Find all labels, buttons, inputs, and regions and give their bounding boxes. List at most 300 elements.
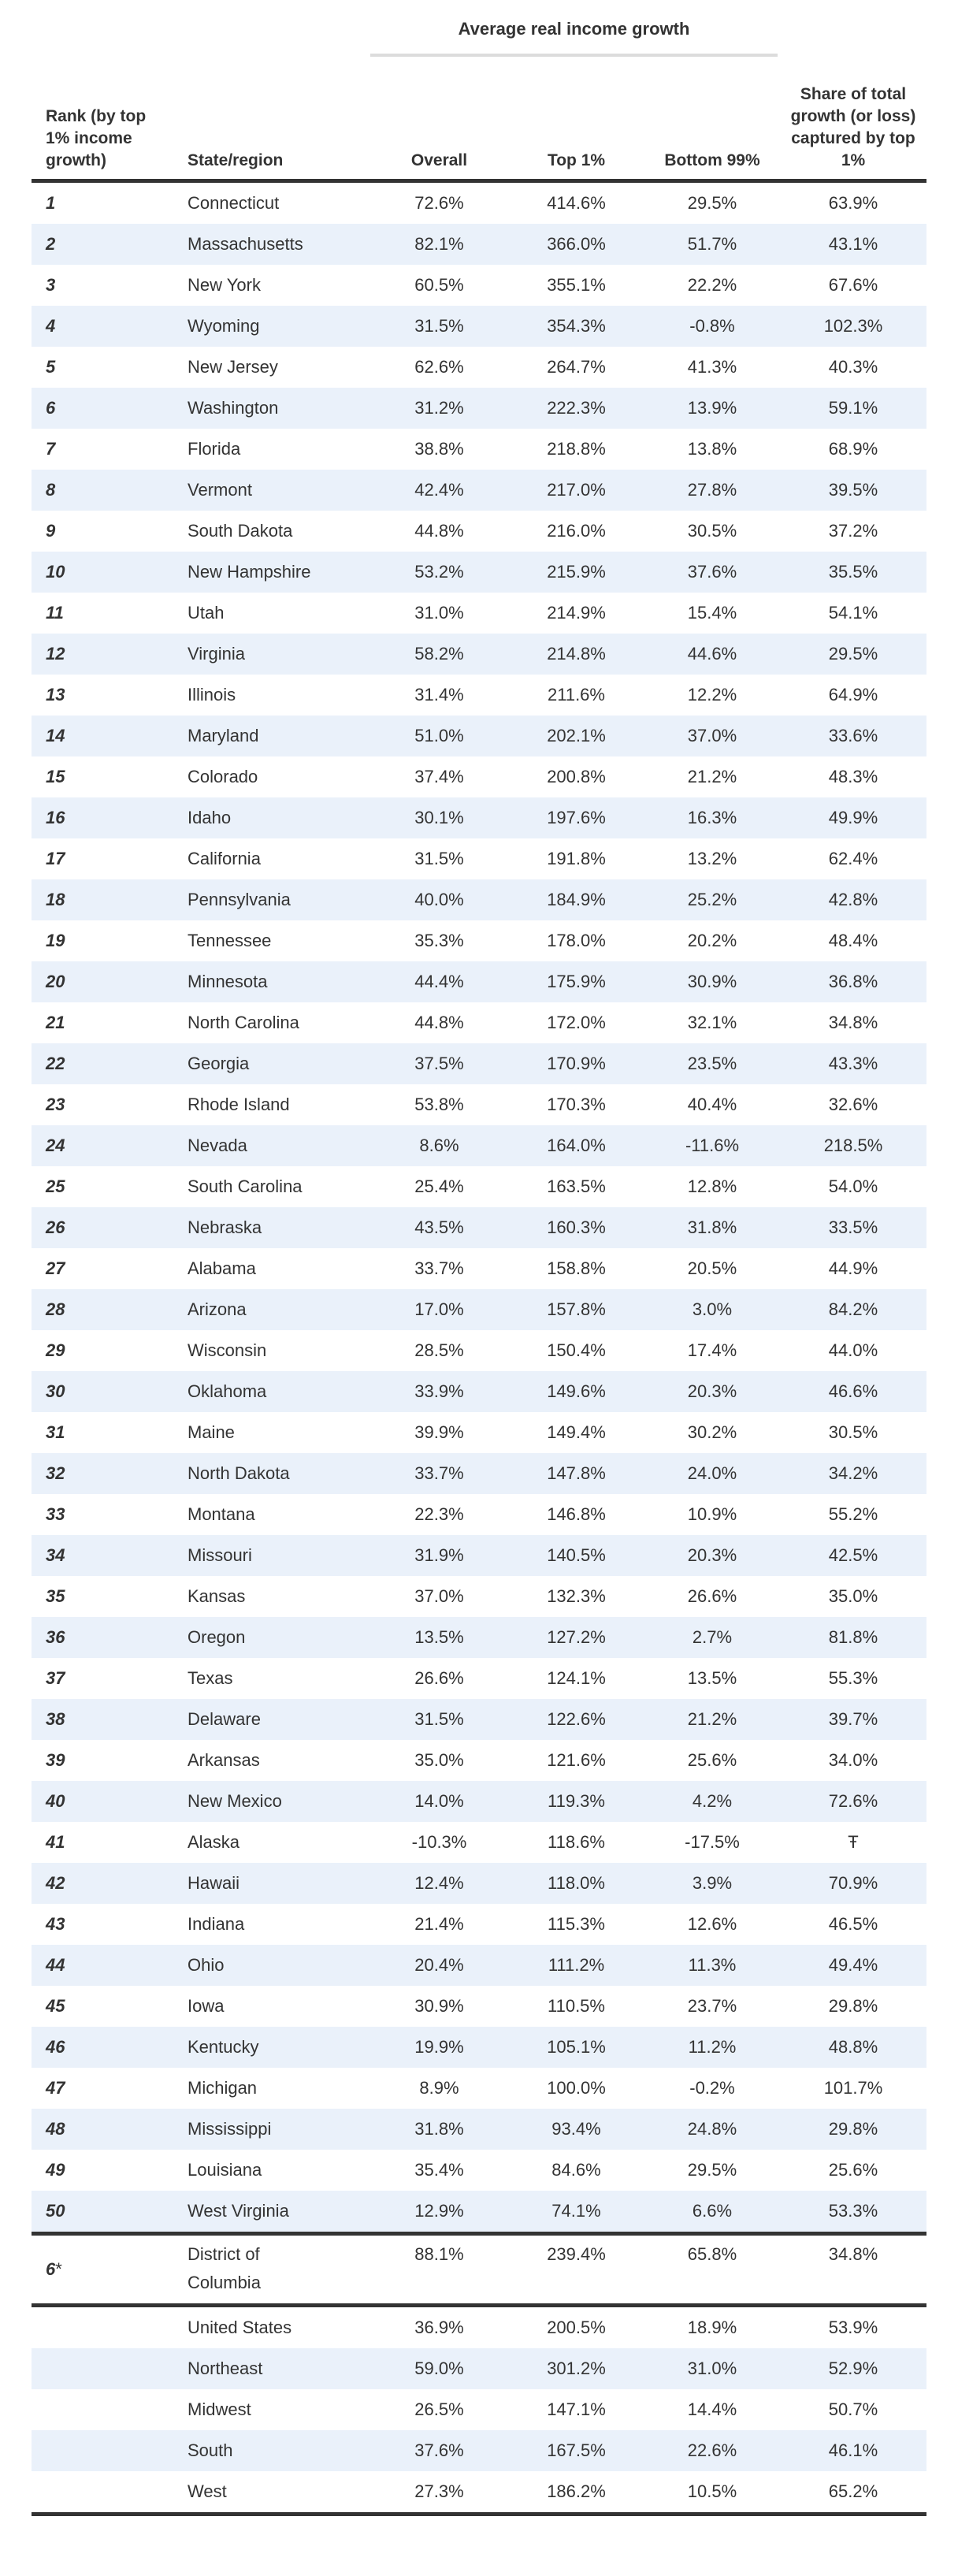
table-row [32, 1043, 926, 1084]
share-cell: Ŧ [848, 1832, 859, 1852]
top1-cell: 200.5% [547, 2318, 606, 2337]
overall-cell: 31.9% [414, 1545, 464, 1565]
top1-cell: 202.1% [547, 726, 606, 745]
state-cell: Maine [188, 1422, 235, 1442]
top1-cell: 197.6% [547, 808, 606, 827]
bottom99-cell: 32.1% [687, 1013, 737, 1032]
overall-cell: 33.9% [414, 1381, 464, 1401]
overall-cell: 62.6% [414, 357, 464, 377]
overall-cell: 58.2% [414, 644, 464, 664]
table-row [32, 2068, 926, 2109]
state-cell: South [188, 2440, 233, 2460]
table-row [32, 1699, 926, 1740]
share-cell: 35.0% [828, 1586, 878, 1606]
share-cell: 49.9% [828, 808, 878, 827]
dc-body [32, 2236, 926, 2303]
bottom99-cell: 30.2% [687, 1422, 737, 1442]
share-cell: 35.5% [828, 562, 878, 582]
share-cell: 52.9% [828, 2359, 878, 2378]
bottom99-cell: 27.8% [687, 480, 737, 500]
table-row [32, 1371, 926, 1412]
share-cell: 30.5% [828, 1422, 878, 1442]
bottom99-cell: 4.2% [692, 1791, 733, 1811]
share-cell: 40.3% [828, 357, 878, 377]
state-cell: Tennessee [188, 931, 272, 950]
top1-cell: 172.0% [547, 1013, 606, 1032]
rank-cell: 11 [46, 603, 64, 623]
state-cell: New Hampshire [188, 562, 311, 582]
state-cell: South Dakota [188, 521, 293, 541]
overall-cell: 82.1% [414, 234, 464, 254]
state-cell: Alabama [188, 1258, 256, 1278]
bottom99-cell: 21.2% [687, 767, 737, 786]
state-cell: California [188, 849, 261, 868]
bottom99-cell: 25.2% [687, 890, 737, 909]
bottom99-cell: 37.6% [687, 562, 737, 582]
top1-cell: 163.5% [547, 1176, 606, 1196]
top1-cell: 115.3% [548, 1914, 605, 1934]
bottom99-cell: 22.2% [687, 275, 737, 295]
table-row [32, 961, 926, 1002]
state-cell: South Carolina [188, 1176, 303, 1196]
share-cell: 84.2% [828, 1299, 878, 1319]
overall-cell: 21.4% [414, 1914, 464, 1934]
share-cell: 44.0% [828, 1340, 878, 1360]
bottom99-cell: 3.0% [692, 1299, 733, 1319]
top1-cell: 118.0% [548, 1873, 605, 1893]
overall-cell: 37.4% [414, 767, 464, 786]
share-cell: 48.4% [828, 931, 878, 950]
share-cell: 218.5% [823, 1136, 883, 1155]
table-row [32, 1330, 926, 1371]
overall-cell: 28.5% [414, 1340, 464, 1360]
share-cell: 39.5% [828, 480, 878, 500]
top1-cell: 147.1% [547, 2399, 606, 2419]
table-row [32, 1084, 926, 1125]
top1-cell: 124.1% [547, 1668, 606, 1688]
table-row [32, 1494, 926, 1535]
share-cell: 55.2% [828, 1504, 878, 1524]
table-row [32, 1248, 926, 1289]
bottom99-cell: 12.2% [687, 685, 737, 704]
state-cell: Mississippi [188, 2119, 272, 2139]
rank-cell: 30 [46, 1381, 65, 1401]
overall-cell: 17.0% [414, 1299, 464, 1319]
overall-cell: 25.4% [414, 1176, 464, 1196]
table-row [32, 1166, 926, 1207]
rank-cell: 21 [46, 1013, 65, 1032]
state-cell: Alaska [188, 1832, 240, 1852]
rank-cell: 13 [46, 685, 65, 704]
table-row [32, 838, 926, 879]
overall-cell: 44.8% [414, 521, 464, 541]
state-cell: Hawaii [188, 1873, 240, 1893]
rank-cell: 50 [46, 2201, 65, 2221]
overall-cell: 31.2% [414, 398, 464, 418]
overall-cell: 27.3% [414, 2481, 464, 2501]
table-row [32, 347, 926, 388]
state-cell: West Virginia [188, 2201, 289, 2221]
bottom99-cell: 51.7% [687, 234, 737, 254]
overall-cell: 39.9% [414, 1422, 464, 1442]
overall-cell: 26.6% [414, 1668, 464, 1688]
table-row [32, 1986, 926, 2027]
table-row [32, 511, 926, 552]
overall-cell: 26.5% [414, 2399, 464, 2419]
rank-value: 6 [46, 2259, 56, 2279]
table-row [32, 2348, 926, 2389]
overall-cell: 22.3% [414, 1504, 464, 1524]
share-cell: 39.7% [828, 1709, 878, 1729]
state-cell: Kansas [188, 1586, 246, 1606]
overall-cell: 31.5% [414, 849, 464, 868]
rank-cell: 9 [46, 521, 56, 541]
table-row [32, 1740, 926, 1781]
table-row [32, 1576, 926, 1617]
top1-cell: 301.2% [547, 2359, 606, 2378]
rank-cell: 42 [46, 1873, 65, 1893]
state-cell: Connecticut [188, 193, 280, 213]
bottom99-cell: -11.6% [685, 1136, 740, 1155]
bottom99-cell: 37.0% [687, 726, 737, 745]
bottom99-cell: 11.3% [688, 1955, 737, 1975]
top1-cell: 149.4% [547, 1422, 606, 1442]
share-cell: 62.4% [828, 849, 878, 868]
top1-cell: 150.4% [547, 1340, 606, 1360]
top1-cell: 110.5% [548, 1996, 605, 2016]
table-row [32, 2191, 926, 2232]
state-cell: New Mexico [188, 1791, 282, 1811]
bottom99-cell: 11.2% [688, 2037, 737, 2057]
overall-cell: 38.8% [414, 439, 464, 459]
top1-cell: 118.6% [548, 1832, 605, 1852]
table-row-dc [32, 2236, 926, 2303]
share-cell: 65.2% [828, 2481, 878, 2501]
bottom99-cell: 12.8% [687, 1176, 737, 1196]
share-cell: 55.3% [828, 1668, 878, 1688]
bottom99-cell: 24.0% [687, 1463, 737, 1483]
rank-cell: 48 [46, 2119, 65, 2139]
footnote-marker: * [55, 2259, 62, 2279]
top1-cell: 132.3% [547, 1586, 606, 1606]
regions-body [32, 2307, 926, 2512]
share-cell: 42.5% [828, 1545, 878, 1565]
state-cell: Midwest [188, 2399, 251, 2419]
top1-cell: 170.3% [547, 1095, 606, 1114]
overall-cell: 40.0% [414, 890, 464, 909]
rank-cell: 22 [46, 1054, 65, 1073]
bottom99-cell: 31.0% [687, 2359, 737, 2378]
overall-cell: 43.5% [414, 1217, 464, 1237]
bottom99-cell: -0.8% [689, 316, 735, 336]
overall-cell: 30.1% [414, 808, 464, 827]
rank-cell: 25 [46, 1176, 65, 1196]
rank-cell: 24 [46, 1136, 65, 1155]
table-row [32, 1945, 926, 1986]
overall-cell: 33.7% [414, 1463, 464, 1483]
rank-cell: 23 [46, 1095, 65, 1114]
state-cell: Illinois [188, 685, 236, 704]
share-cell: 46.1% [828, 2440, 878, 2460]
state-cell: Idaho [188, 808, 232, 827]
overall-cell: 31.4% [414, 685, 464, 704]
top1-cell: 200.8% [547, 767, 606, 786]
rank-cell: 39 [46, 1750, 65, 1770]
state-cell: District of Columbia [188, 2244, 261, 2292]
share-cell: 64.9% [828, 685, 878, 704]
state-cell: Washington [188, 398, 279, 418]
state-cell: Vermont [188, 480, 252, 500]
table-header [32, 63, 926, 178]
table-row [32, 224, 926, 265]
top1-cell: 100.0% [547, 2078, 606, 2098]
share-cell: 29.8% [828, 2119, 878, 2139]
table-row [32, 1863, 926, 1904]
rank-cell: 8 [46, 480, 56, 500]
bottom99-cell: 30.5% [687, 521, 737, 541]
column-header-rank: Rank (by top 1% income growth) [46, 107, 147, 169]
top1-cell: 186.2% [547, 2481, 606, 2501]
share-cell: 70.9% [828, 1873, 878, 1893]
bottom99-cell: 15.4% [687, 603, 737, 623]
share-cell: 50.7% [828, 2399, 878, 2419]
overall-cell: 36.9% [414, 2318, 464, 2337]
overall-cell: 33.7% [414, 1258, 464, 1278]
rank-cell: 46 [46, 2037, 65, 2057]
top1-cell: 191.8% [547, 849, 606, 868]
top1-cell: 146.8% [547, 1504, 606, 1524]
table-row [32, 429, 926, 470]
share-cell: 37.2% [828, 521, 878, 541]
rank-cell: 45 [46, 1996, 65, 2016]
bottom99-cell: 26.6% [687, 1586, 737, 1606]
rank-cell: 15 [46, 767, 65, 786]
overall-cell: -10.3% [411, 1832, 467, 1852]
share-cell: 46.5% [828, 1914, 878, 1934]
overall-cell: 51.0% [414, 726, 464, 745]
table-row [32, 1002, 926, 1043]
column-header-share: Share of total growth (or loss) captured by top 1% [790, 85, 916, 169]
share-cell: 67.6% [828, 275, 878, 295]
bottom99-cell: 20.3% [687, 1545, 737, 1565]
top1-cell: 105.1% [547, 2037, 606, 2057]
share-cell: 33.5% [828, 1217, 878, 1237]
share-cell: 33.6% [828, 726, 878, 745]
share-cell: 54.0% [828, 1176, 878, 1196]
state-cell: Michigan [188, 2078, 258, 2098]
top1-cell: 184.9% [547, 890, 606, 909]
share-cell: 34.2% [828, 1463, 878, 1483]
share-cell: 68.9% [828, 439, 878, 459]
top1-cell: 147.8% [547, 1463, 606, 1483]
share-cell: 42.8% [828, 890, 878, 909]
top1-cell: 264.7% [547, 357, 606, 377]
table-row [32, 2109, 926, 2150]
column-header-top1: Top 1% [547, 151, 606, 169]
top1-cell: 167.5% [547, 2440, 606, 2460]
state-cell: Utah [188, 603, 225, 623]
overall-cell: 37.5% [414, 1054, 464, 1073]
bottom99-cell: 14.4% [687, 2399, 737, 2419]
top1-cell: 354.3% [547, 316, 606, 336]
rank-cell: 27 [46, 1258, 65, 1278]
state-cell: New Jersey [188, 357, 278, 377]
bottom99-cell: 13.2% [687, 849, 737, 868]
table-row [32, 1781, 926, 1822]
top1-cell: 158.8% [547, 1258, 606, 1278]
rank-cell: 43 [46, 1914, 65, 1934]
share-cell: 32.6% [828, 1095, 878, 1114]
table-row [32, 2150, 926, 2191]
state-cell: United States [188, 2318, 292, 2337]
state-cell: Texas [188, 1668, 233, 1688]
overall-cell: 30.9% [414, 1996, 464, 2016]
overall-cell: 44.8% [414, 1013, 464, 1032]
state-cell: North Carolina [188, 1013, 299, 1032]
bottom99-cell: 20.3% [687, 1381, 737, 1401]
rank-cell: 31 [46, 1422, 65, 1442]
share-cell: 44.9% [828, 1258, 878, 1278]
share-cell: 101.7% [823, 2078, 883, 2098]
bottom99-cell: 44.6% [687, 644, 737, 664]
rank-cell: 40 [46, 1791, 65, 1811]
share-cell: 34.8% [828, 2244, 878, 2264]
rank-cell: 16 [46, 808, 65, 827]
top1-cell: 149.6% [547, 1381, 606, 1401]
state-cell: Iowa [188, 1996, 225, 2016]
top1-cell: 215.9% [547, 562, 606, 582]
bottom99-cell: 6.6% [692, 2201, 733, 2221]
top1-cell: 214.8% [547, 644, 606, 664]
table-row [32, 552, 926, 593]
table-row [32, 2307, 926, 2348]
bottom99-cell: 29.5% [687, 193, 737, 213]
table-row [32, 388, 926, 429]
rank-cell: 6 [46, 398, 56, 418]
top1-cell: 218.8% [547, 439, 606, 459]
table-bottom-rule [32, 2512, 926, 2516]
top1-cell: 217.0% [547, 480, 606, 500]
state-cell: New York [188, 275, 261, 295]
state-cell: North Dakota [188, 1463, 290, 1483]
bottom99-cell: 41.3% [687, 357, 737, 377]
state-cell: Oregon [188, 1627, 246, 1647]
share-cell: 48.8% [828, 2037, 878, 2057]
share-cell: 43.1% [828, 234, 878, 254]
state-cell: Indiana [188, 1914, 245, 1934]
state-cell: Montana [188, 1504, 255, 1524]
top1-cell: 175.9% [547, 972, 606, 991]
overall-cell: 31.0% [414, 603, 464, 623]
overall-cell: 42.4% [414, 480, 464, 500]
bottom99-cell: 10.5% [687, 2481, 737, 2501]
state-cell: Pennsylvania [188, 890, 291, 909]
table-row [32, 879, 926, 920]
share-cell: 53.9% [828, 2318, 878, 2337]
table-row [32, 1453, 926, 1494]
share-cell: 63.9% [828, 193, 878, 213]
rank-cell: 26 [46, 1217, 65, 1237]
share-cell: 54.1% [828, 603, 878, 623]
table-row [32, 2430, 926, 2471]
table-row [32, 2389, 926, 2430]
rank-cell: 5 [46, 357, 56, 377]
rank-cell: 14 [46, 726, 65, 745]
bottom99-cell: 17.4% [687, 1340, 737, 1360]
bottom99-cell: 20.2% [687, 931, 737, 950]
rank-cell: 4 [46, 316, 56, 336]
top1-cell: 93.4% [551, 2119, 601, 2139]
bottom99-cell: 13.9% [687, 398, 737, 418]
overall-cell: 31.5% [414, 316, 464, 336]
state-cell: Rhode Island [188, 1095, 290, 1114]
top1-cell: 222.3% [547, 398, 606, 418]
state-cell: Missouri [188, 1545, 252, 1565]
top1-cell: 214.9% [547, 603, 606, 623]
overall-cell: 60.5% [414, 275, 464, 295]
table-row [32, 2471, 926, 2512]
top1-cell: 74.1% [551, 2201, 601, 2221]
top1-cell: 355.1% [547, 275, 606, 295]
bottom99-cell: 13.8% [687, 439, 737, 459]
top1-cell: 121.6% [547, 1750, 606, 1770]
rank-cell: 17 [46, 849, 65, 868]
rank-cell: 20 [46, 972, 65, 991]
table-row [32, 716, 926, 756]
bottom99-cell: 20.5% [687, 1258, 737, 1278]
rank-cell: 38 [46, 1709, 65, 1729]
rank-cell: 41 [46, 1832, 65, 1852]
table-row [32, 183, 926, 224]
top1-cell: 170.9% [547, 1054, 606, 1073]
share-cell: 36.8% [828, 972, 878, 991]
bottom99-cell: 18.9% [687, 2318, 737, 2337]
overall-cell: 44.4% [414, 972, 464, 991]
top1-cell: 84.6% [551, 2160, 601, 2180]
table-row [32, 470, 926, 511]
share-cell: 81.8% [828, 1627, 878, 1647]
share-cell: 29.5% [828, 644, 878, 664]
states-body [32, 183, 926, 2232]
top1-cell: 119.3% [548, 1791, 605, 1811]
bottom99-cell: 29.5% [687, 2160, 737, 2180]
top1-cell: 160.3% [547, 1217, 606, 1237]
rank-cell: 33 [46, 1504, 65, 1524]
bottom99-cell: 23.5% [687, 1054, 737, 1073]
share-cell: 59.1% [828, 398, 878, 418]
state-cell: Delaware [188, 1709, 261, 1729]
top1-cell: 239.4% [547, 2244, 606, 2264]
state-cell: Virginia [188, 644, 245, 664]
table-row [32, 265, 926, 306]
state-cell: West [188, 2481, 227, 2501]
share-cell: 29.8% [828, 1996, 878, 2016]
overall-cell: 59.0% [414, 2359, 464, 2378]
group-header-average-real-income-growth: Average real income growth [458, 19, 690, 39]
share-cell: 53.3% [828, 2201, 878, 2221]
rank-cell [46, 2236, 164, 2303]
overall-cell: 88.1% [414, 2244, 464, 2264]
top1-cell: 414.6% [547, 193, 606, 213]
rank-cell: 7 [46, 439, 56, 459]
state-cell: Arizona [188, 1299, 247, 1319]
top1-cell: 122.6% [547, 1709, 606, 1729]
overall-cell: 72.6% [414, 193, 464, 213]
bottom99-cell: 31.8% [687, 1217, 737, 1237]
table-row [32, 920, 926, 961]
rank-cell: 32 [46, 1463, 65, 1483]
table-row [32, 2027, 926, 2068]
